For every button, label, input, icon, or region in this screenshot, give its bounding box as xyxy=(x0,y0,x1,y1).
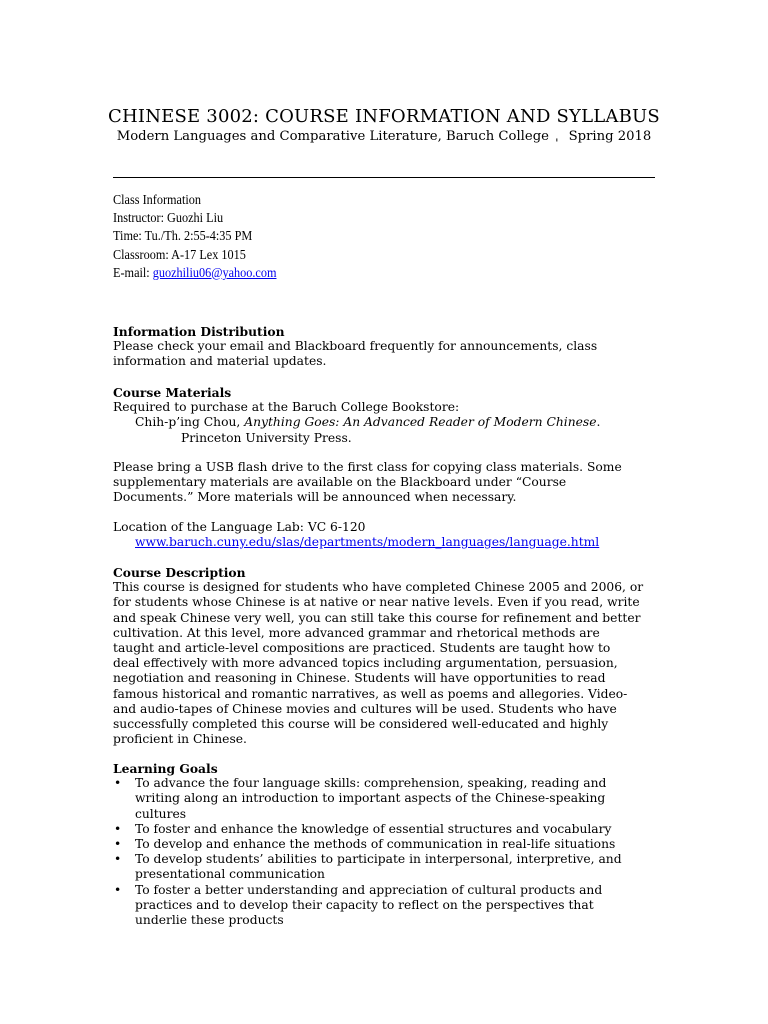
description-line: for students whose Chinese is at native or near native levels. Even if you read, write xyxy=(113,595,640,610)
learning-goal-line: • To develop and enhance the methods of communication in real-life situations xyxy=(135,837,616,852)
email-line xyxy=(113,264,276,282)
instructor: Instructor: Guozhi Liu xyxy=(113,210,224,226)
description-line: and audio-tapes of Chinese movies and cultures will be used. Students who have xyxy=(113,701,617,716)
department-name: Modern Languages and Comparative Literature, Baruch College xyxy=(116,129,549,144)
learning-goal-item xyxy=(113,822,658,837)
class-time: Time: Tu./Th. 2:55-4:35 PM xyxy=(113,228,253,244)
book-citation xyxy=(113,415,658,430)
paragraph-line: information and material updates. xyxy=(113,354,327,369)
section-heading: Learning Goals xyxy=(113,761,218,776)
description-line: and speak Chinese very well, you can still take this course for refinement and better xyxy=(113,610,641,625)
course-materials-section xyxy=(113,385,658,446)
learning-goal-line: • To foster a better understanding and appreciation of cultural products and xyxy=(135,882,603,897)
learning-goal-item xyxy=(113,837,658,852)
description-paragraph xyxy=(113,580,658,747)
header-divider xyxy=(113,177,655,178)
description-line: negotiation and reasoning in Chinese. Students will have opportunities to read xyxy=(113,671,606,686)
description-line: taught and article-level compositions are practiced. Students are taught how to xyxy=(113,641,611,656)
required-text: Required to purchase at the Baruch College Bookstore: xyxy=(113,400,460,415)
description-line: famous historical and romantic narratives, as well as poems and allegories. Video- xyxy=(113,686,628,701)
learning-goal-line: cultures xyxy=(135,806,187,821)
language-lab-paragraph xyxy=(113,520,658,550)
information-distribution-section xyxy=(113,324,658,370)
class-info-heading: Class Information xyxy=(113,192,202,207)
learning-goal-item xyxy=(113,852,658,882)
usb-paragraph xyxy=(113,460,658,506)
learning-goal-line: practices and to develop their capacity to reflect on the perspectives that xyxy=(135,897,594,912)
section-heading: Course Description xyxy=(113,565,246,580)
description-line: successfully completed this course will be considered well-educated and highly xyxy=(113,717,609,732)
lab-location: Location of the Language Lab: VC 6-120 xyxy=(113,520,366,534)
book-period: . xyxy=(596,415,601,430)
description-line: proficient in Chinese. xyxy=(113,732,247,747)
learning-goal-line: • To develop students’ abilities to participate in interpersonal, interpretive, and xyxy=(135,852,622,867)
subtitle-separator: ˌ xyxy=(554,129,559,144)
class-information xyxy=(113,191,276,282)
book-author: Chih-p’ing Chou, xyxy=(135,415,245,430)
section-heading: Information Distribution xyxy=(113,324,285,339)
learning-goals-list xyxy=(113,776,658,928)
term: Spring 2018 xyxy=(568,129,652,144)
classroom: Classroom: A-17 Lex 1015 xyxy=(113,246,246,262)
document-title: CHINESE 3002: COURSE INFORMATION AND SYLLABUS xyxy=(108,106,660,127)
paragraph-line: Please check your email and Blackboard frequently for announcements, class xyxy=(113,339,598,354)
description-line: deal effectively with more advanced topics including argumentation, persuasion, xyxy=(113,656,618,671)
course-description-section xyxy=(113,565,658,747)
learning-goal-line: presentational communication xyxy=(135,867,325,882)
description-line: cultivation. At this level, more advanced grammar and rhetorical methods are xyxy=(113,625,600,640)
book-publisher: Princeton University Press. xyxy=(181,430,352,445)
paragraph-line: Please bring a USB flash drive to the first class for copying class materials. Some xyxy=(113,460,622,474)
paragraph-line: Documents.” More materials will be announced when necessary. xyxy=(113,490,517,505)
learning-goal-item xyxy=(113,883,658,929)
learning-goal-line: underlie these products xyxy=(135,913,284,928)
learning-goal-line: writing along an introduction to important aspects of the Chinese-speaking xyxy=(135,791,606,806)
learning-goal-item xyxy=(113,776,658,822)
email-link[interactable]: guozhiliu06@yahoo.com xyxy=(152,264,277,280)
description-line: This course is designed for students who have completed Chinese 2005 and 2006, or xyxy=(113,580,644,595)
email-label: E-mail: xyxy=(113,264,153,280)
section-heading: Course Materials xyxy=(113,385,232,400)
learning-goal-line: • To foster and enhance the knowledge of essential structures and vocabulary xyxy=(135,821,612,836)
learning-goal-line: • To advance the four language skills: comprehension, speaking, reading and xyxy=(135,776,607,791)
learning-goals-section xyxy=(113,761,658,928)
document-subtitle xyxy=(0,129,768,144)
paragraph-line: supplementary materials are available on the Blackboard under “Course xyxy=(113,475,567,490)
book-title: Anything Goes: An Advanced Reader of Modern Chinese xyxy=(244,415,597,430)
language-lab-link[interactable]: www.baruch.cuny.edu/slas/departments/modern_languages/language.html xyxy=(135,535,600,550)
